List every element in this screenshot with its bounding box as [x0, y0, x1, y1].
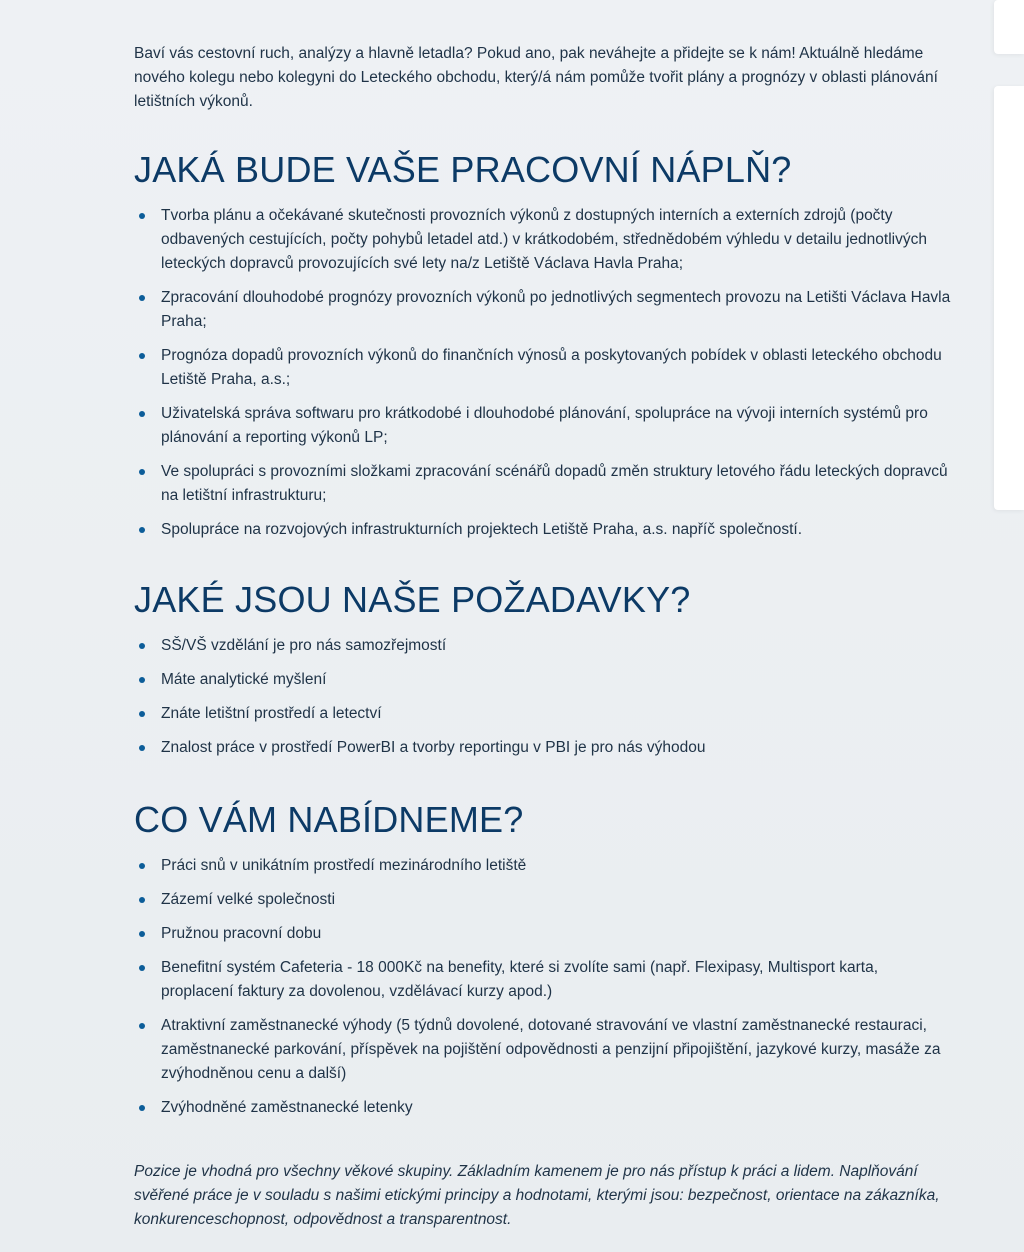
- list-item: Máte analytické myšlení: [134, 668, 954, 692]
- bullet-icon: [139, 711, 145, 717]
- bullet-icon: [139, 643, 145, 649]
- list-item: Benefitní systém Cafeteria - 18 000Kč na benefity, které si zvolíte sami (např. Flexipasy, Multisport karta, proplacení faktury za dovolenou, vzdělávací kurzy apod.): [134, 956, 954, 1004]
- list-item: Prognóza dopadů provozních výkonů do finančních výnosů a poskytovaných pobídek v oblasti leteckého obchodu Letiště Praha, a.s.;: [134, 344, 954, 392]
- side-panel-top: [994, 0, 1024, 54]
- bullet-icon: [139, 295, 145, 301]
- list-item: Zpracování dlouhodobé prognózy provozních výkonů po jednotlivých segmentech provozu na Letišti Václava Havla Praha;: [134, 286, 954, 334]
- list-item: Zvýhodněné zaměstnanecké letenky: [134, 1096, 954, 1120]
- list-item: Tvorba plánu a očekávané skutečnosti provozních výkonů z dostupných interních a externích zdrojů (počty odbavených cestujících, počty pohybů letadel atd.) v krátkodobém, střednědobém výhledu v detailu jednotlivých leteckých dopravců provozujících své lety na/z Letiště Václava Havla Praha;: [134, 204, 954, 276]
- bullet-icon: [139, 1023, 145, 1029]
- list-item: Znáte letištní prostředí a letectví: [134, 702, 954, 726]
- bullet-icon: [139, 353, 145, 359]
- intro-paragraph: Baví vás cestovní ruch, analýzy a hlavně letadla? Pokud ano, pak neváhejte a přidejte se k nám! Aktuálně hledáme nového kolegu nebo kolegyni do Leteckého obchodu, který/á nám pomůže tvořit plány a prognózy v oblasti plánování letištních výkonů.: [134, 45, 938, 110]
- list-item: Znalost práce v prostředí PowerBI a tvorby reportingu v PBI je pro nás výhodou: [134, 736, 954, 760]
- section-heading-offer: CO VÁM NABÍDNEME?: [134, 799, 524, 840]
- offer-list: [134, 854, 954, 1120]
- bullet-icon: [139, 897, 145, 903]
- list-item: Spolupráce na rozvojových infrastrukturních projektech Letiště Praha, a.s. napříč společností.: [134, 518, 954, 542]
- bullet-icon: [139, 745, 145, 751]
- bullet-icon: [139, 1105, 145, 1111]
- bullet-icon: [139, 411, 145, 417]
- job-description: [134, 42, 954, 1232]
- list-item: SŠ/VŠ vzdělání je pro nás samozřejmostí: [134, 634, 954, 658]
- bullet-icon: [139, 931, 145, 937]
- list-item: Ve spolupráci s provozními složkami zpracování scénářů dopadů změn struktury letového řádu leteckých dopravců na letištní infrastrukturu;: [134, 460, 954, 508]
- requirements-list: [134, 634, 954, 760]
- closing-paragraph: Pozice je vhodná pro všechny věkové skupiny. Základním kamenem je pro nás přístup k práci a lidem. Naplňování svěřené práce je v souladu s našimi etickými principy a hodnotami, kterými jsou: bezpečnost, orientace na zákazníka, konkurenceschopnost, odpovědnost a transparentnost.: [134, 1163, 940, 1228]
- section-heading-requirements: JAKÉ JSOU NAŠE POŽADAVKY?: [134, 579, 691, 620]
- duties-list: [134, 204, 954, 542]
- list-item: Atraktivní zaměstnanecké výhody (5 týdnů dovolené, dotované stravování ve vlastní zaměstnanecké restauraci, zaměstnanecké parkování, příspěvek na pojištění odpovědnosti a penzijní připojištění, jazykové kurzy, masáže za zvýhodněnou cenu a další): [134, 1014, 954, 1086]
- bullet-icon: [139, 213, 145, 219]
- side-panel: [994, 86, 1024, 510]
- bullet-icon: [139, 677, 145, 683]
- bullet-icon: [139, 863, 145, 869]
- list-item: Práci snů v unikátním prostředí mezinárodního letiště: [134, 854, 954, 878]
- section-heading-duties: JAKÁ BUDE VAŠE PRACOVNÍ NÁPLŇ?: [134, 149, 792, 190]
- bullet-icon: [139, 527, 145, 533]
- list-item: Uživatelská správa softwaru pro krátkodobé i dlouhodobé plánování, spolupráce na vývoji interních systémů pro plánování a reporting výkonů LP;: [134, 402, 954, 450]
- bullet-icon: [139, 965, 145, 971]
- list-item: Zázemí velké společnosti: [134, 888, 954, 912]
- bullet-icon: [139, 469, 145, 475]
- list-item: Pružnou pracovní dobu: [134, 922, 954, 946]
